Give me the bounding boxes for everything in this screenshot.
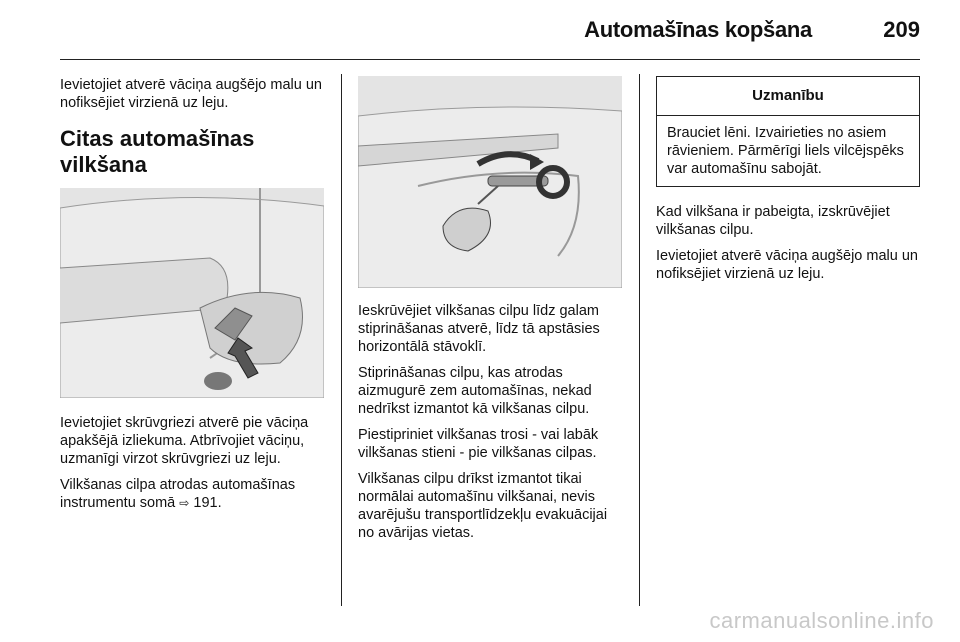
bumper-cover-illustration xyxy=(60,188,324,398)
column-2 xyxy=(358,76,624,550)
page-reference[interactable]: 191. xyxy=(193,495,222,511)
paragraph: Ieskrūvējiet vilkšanas cilpu līdz galam stiprināšanas atverē, līdz tā apstāsies horizontālā stāvoklī. xyxy=(358,303,600,355)
header-rule xyxy=(60,59,920,60)
paragraph: Vilkšanas cilpu drīkst izmantot tikai normālai automašīnu vilkšanai, nevis avarējušu transportlīdzekļu evakuācijai no avārijas vietas. xyxy=(358,471,608,541)
column-divider-1 xyxy=(341,74,342,606)
paragraph: Ievietojiet skrūvgriezi atverē pie vāciņa apakšējā izliekuma. Atbrīvojiet vāciņu, uzmanīgi virzot skrūvgriezi uz leju. xyxy=(60,415,309,467)
bumper-cover-drawing xyxy=(60,188,324,398)
paragraph: Stiprināšanas cilpu, kas atrodas aizmugurē zem automašīnas, nekad nedrīkst izmantot kā vilkšanas cilpu. xyxy=(358,365,592,417)
paragraph: Ievietojiet atverē vāciņa augšējo malu un nofiksējiet virzienā uz leju. xyxy=(60,77,322,111)
column-divider-2 xyxy=(639,74,640,606)
towing-eye-drawing xyxy=(358,76,622,288)
section-heading: Citas automašīnas vilkšana xyxy=(60,126,255,177)
warning-text: Brauciet lēni. Izvairieties no asiem rāvieniem. Pārmērīgi liels vilcējspēks var automašīnu sabojāt. xyxy=(667,125,904,177)
watermark: carmanualsonline.info xyxy=(709,608,934,633)
paragraph-text: Vilkšanas cilpa atrodas automašīnas instrumentu somā xyxy=(60,477,296,511)
paragraph: Kad vilkšana ir pabeigta, izskrūvējiet vilkšanas cilpu. xyxy=(656,204,890,238)
warning-title: Uzmanību xyxy=(657,77,919,116)
column-3 xyxy=(656,76,922,291)
towing-eye-illustration xyxy=(358,76,622,288)
page-header-title: Automašīnas kopšana xyxy=(584,17,812,42)
warning-box xyxy=(656,76,920,187)
paragraph: Piestipriniet vilkšanas trosi - vai labāk vilkšanas stieni - pie vilkšanas cilpas. xyxy=(358,427,599,461)
column-1 xyxy=(60,76,328,520)
arrow-ref-icon: ⇨ xyxy=(179,496,190,510)
paragraph xyxy=(60,476,328,512)
paragraph: Ievietojiet atverē vāciņa augšējo malu un nofiksējiet virzienā uz leju. xyxy=(656,248,918,282)
page-number: 209 xyxy=(883,17,920,42)
